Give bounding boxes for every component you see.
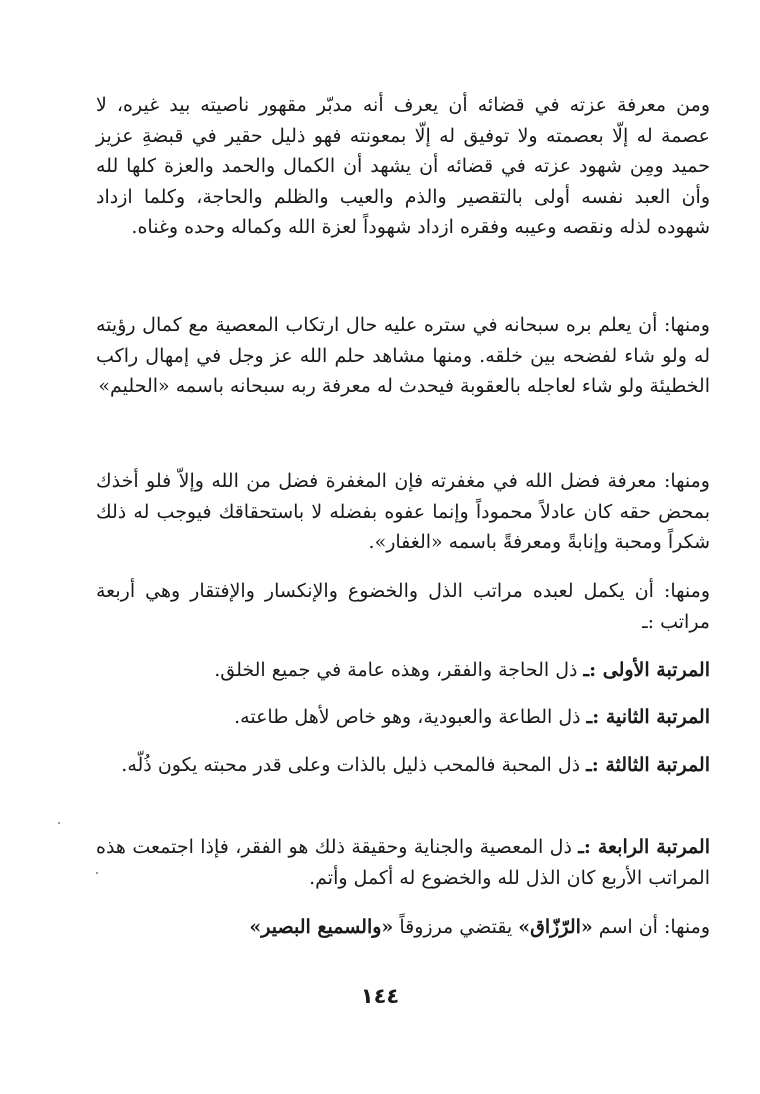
rank-text: ذل الحاجة والفقر، وهذه عامة في جميع الخلق. [214,659,584,681]
paragraph-glory-of-god [96,90,710,243]
rank-one [96,655,710,686]
page-number: ١٤٤ [360,984,400,1008]
scan-speck [58,822,60,824]
rank-label: المرتبة الثالثة :ـ [586,754,710,776]
paragraph-text: ومنها: أن اسم [592,916,710,938]
paragraph-text: ومنها: معرفة فضل الله في مغفرته فإن المغفرة فضل من الله وإلاّ فلو أخذك بمحض حقه كان عادلاً محموداً وإنما عفوه بفضله لا باستحقاقك فيوجب له ذلك شكراً ومحبة وإنابةً ومعرفةً باسمه «الغفار». [96,470,710,553]
divine-name: «الرّزّاق» [518,916,593,938]
rank-four [96,832,710,893]
scan-speck [96,872,98,874]
paragraph-text: ومن معرفة عزته في قضائه أن يعرف أنه مدبّر مقهور ناصيته بيد غيره، لا عصمة له إلّا بعصمته ولا توفيق له إلّا بمعونته فهو ذليل حقير في قبضةِ عزيز حميد ومِن شهود عزته في قضائه أن يشهد أن الكمال والحمد والعزة كلها لله وأن العبد نفسه أولى بالتقصير والذم والعيب والظلم والحاجة، وكلما ازداد شهوده لذله ونقصه وعيبه وفقره ازداد شهوداً لعزة الله وكماله وحده وغناه. [96,94,710,238]
rank-two [96,702,710,733]
paragraph-the-forbearing [96,310,710,402]
divine-name: «والسميع البصير» [249,916,394,938]
paragraph-text: يقتضي مرزوقاً [393,916,519,938]
rank-three [96,750,710,781]
rank-text: ذل المحبة فالمحب ذليل بالذات وعلى قدر محبته يكون ذُلّه. [121,754,587,776]
rank-label: المرتبة الرابعة :ـ [578,836,710,858]
rank-text: ذل الطاعة والعبودية، وهو خاص لأهل طاعته. [234,706,587,728]
paragraph-text: ومنها: أن يكمل لعبده مراتب الذل والخضوع والإنكسار والإفتقار وهي أربعة مراتب :ـ [96,580,710,633]
rank-label: المرتبة الأولى :ـ [583,659,710,681]
paragraph-the-provider [96,912,710,943]
paragraph-text: ومنها: أن يعلم بره سبحانه في ستره عليه حال ارتكاب المعصية مع كمال رؤيته له ولو شاء لفضحه بين خلقه. ومنها مشاهد حلم الله عز وجل في إمهال راكب الخطيئة ولو شاء لعاجله بالعقوبة فيحدث له معرفة ربه سبحانه باسمه «الحليم» [96,314,710,397]
rank-text: ذل المعصية والجناية وحقيقة ذلك هو الفقر، فإذا اجتمعت هذه المراتب الأربع كان الذل لله والخضوع له أكمل وأتم. [96,836,710,889]
paragraph-the-forgiving [96,466,710,558]
paragraph-ranks-intro [96,576,710,637]
rank-label: المرتبة الثانية :ـ [586,706,710,728]
